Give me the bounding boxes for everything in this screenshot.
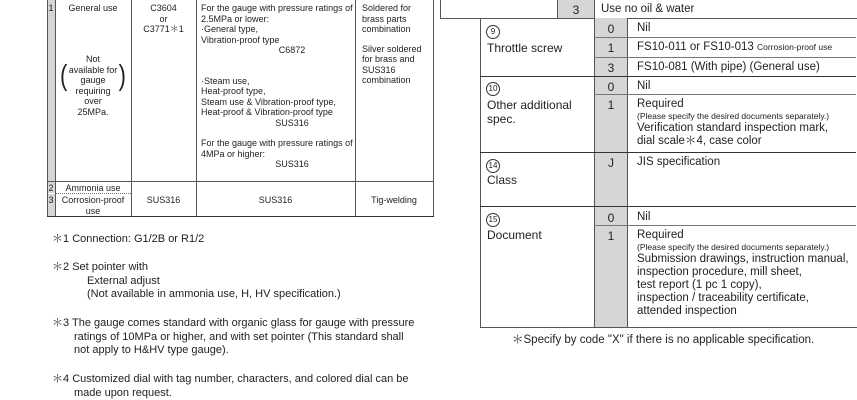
s9-option-3: FS10-081 (With pipe) (General use) — [637, 61, 820, 73]
s9-code-0: 0 — [607, 22, 615, 36]
section-10-number-badge: 10 — [486, 82, 500, 96]
footnote-2: ＊2 Set pointer with External adjust (Not available in ammonia use, H, HV specification.) — [52, 261, 341, 300]
s9-code-1: 1 — [607, 41, 615, 55]
connection-corrosion: SUS316 — [146, 195, 181, 205]
row-number-1: 1 — [48, 3, 54, 13]
s10-code-1: 1 — [607, 98, 615, 112]
s9-option-0: Nil — [637, 22, 651, 34]
footnote-1: ＊1 Connection: G1/2B or R1/2 — [52, 233, 205, 245]
footnote-4: ＊4 Customized dial with tag number, characters, and colored dial can be made upon request. — [52, 373, 409, 399]
section-10-title: Other additional spec. — [487, 98, 572, 126]
use-general-note: ( Not available for gauge requiring over 25MPa. ) — [60, 54, 126, 117]
s10-option-1: Required (Please specify the desired documents separately.) Verification standard inspection mark, dial scale＊4, case color — [637, 98, 830, 147]
use-general: General use — [68, 3, 118, 13]
element-general: For the gauge with pressure ratings of 2.5MPa or lower: ·General type, Vibration-proof type C6872 ·Steam use, Heat-proof type, Steam use & Vibration-proof type, Heat-proof & Vibration-proof type SUS316 For the gauge with pressure ratings of 4MPa or higher: SUS316 — [201, 3, 353, 169]
s9-option-1: FS10-011 or FS10-013 Corrosion-proof use — [637, 41, 833, 53]
s15-code-1: 1 — [607, 229, 615, 243]
top-row-code: 3 — [572, 3, 580, 17]
section-9-number-badge: 9 — [486, 25, 500, 39]
section-14-title: Class — [487, 173, 518, 187]
use-ammonia: Ammonia use — [65, 183, 121, 193]
joining-corrosion: Tig-welding — [371, 195, 417, 205]
connection-general: C3604 or C3771＊1 — [143, 3, 184, 34]
s15-code-0: 0 — [607, 211, 615, 225]
row-number-2: 2 — [48, 183, 54, 193]
section-9-title: Throttle screw — [487, 41, 563, 55]
s9-code-3: 3 — [607, 61, 615, 75]
row-number-3: 3 — [48, 195, 54, 205]
use-corrosion-proof: Corrosion-proof use — [61, 195, 125, 216]
section-14-number-badge: 14 — [486, 159, 500, 173]
footnote-3: ＊3 The gauge comes standard with organic glass for gauge with pressure ratings of 10MPa or higher, and with set pointer (This standard shall not apply to H&HV type gauge). — [52, 317, 415, 356]
s15-option-0: Nil — [637, 211, 651, 223]
section-15-number-badge: 15 — [486, 213, 500, 227]
joining-general: Soldered for brass parts combination Silver soldered for brass and SUS316 combination — [362, 3, 422, 85]
s15-option-1: Required (Please specify the desired documents separately.) Submission drawings, instruction manual, inspection procedure, mill sheet, test report (1 pc 1 copy), inspection / traceability certificate, attended inspection — [637, 229, 849, 317]
s14-code-j: J — [608, 156, 614, 170]
s10-option-0: Nil — [637, 80, 651, 92]
s10-code-0: 0 — [607, 80, 615, 94]
top-row-text: Use no oil & water — [601, 3, 695, 15]
section-15-title: Document — [487, 228, 542, 242]
element-corrosion: SUS316 — [258, 195, 293, 205]
specify-code-note: ＊Specify by code "X" if there is no applicable specification. — [512, 334, 815, 346]
s14-option-j: JIS specification — [637, 156, 721, 168]
